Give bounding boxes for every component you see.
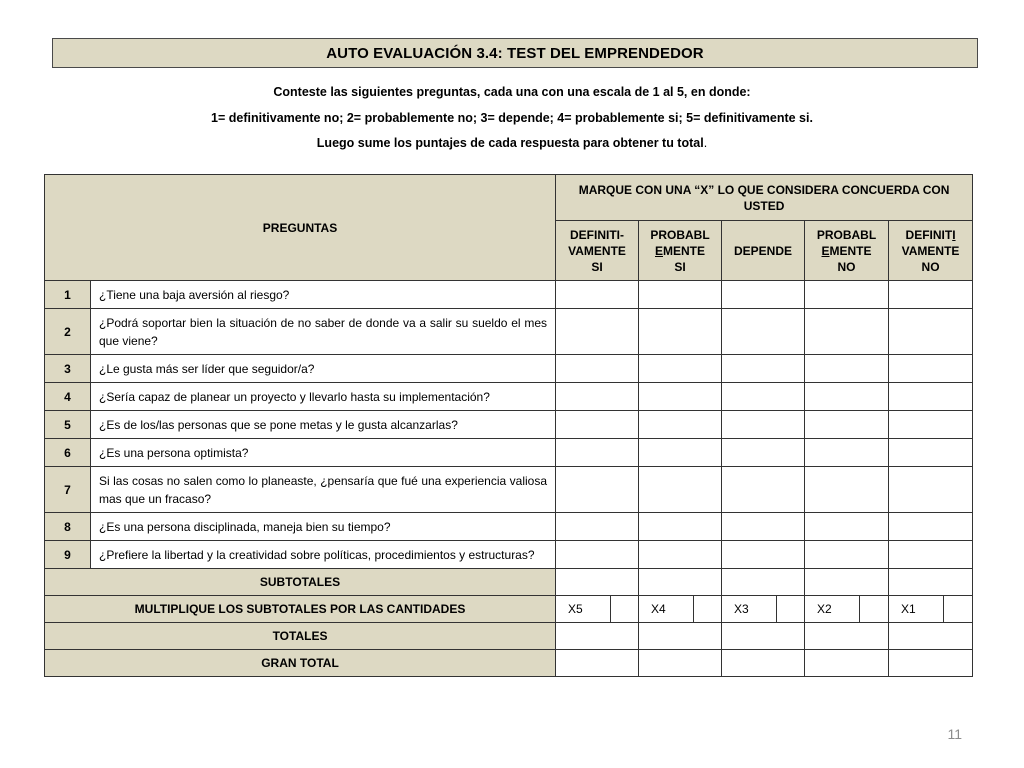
totales-row <box>45 623 973 650</box>
question-number: 7 <box>45 467 91 513</box>
answer-cell-prob-si[interactable] <box>639 355 722 383</box>
answer-cell-depende[interactable] <box>722 467 805 513</box>
answer-cell-def-no[interactable] <box>889 309 973 355</box>
answer-cell-prob-no[interactable] <box>805 411 889 439</box>
table-row <box>45 439 973 467</box>
answer-cell-def-si[interactable] <box>556 355 639 383</box>
answer-cell-depende[interactable] <box>722 309 805 355</box>
answer-cell-prob-no[interactable] <box>805 281 889 309</box>
answer-cell-def-no[interactable] <box>889 411 973 439</box>
table-row <box>45 281 973 309</box>
question-text: ¿Es una persona optimista? <box>91 439 556 467</box>
header-def-si-line3: SI <box>591 259 603 274</box>
header-prob-si-mente: MENTE <box>663 243 706 258</box>
answer-cell-def-no[interactable] <box>889 467 973 513</box>
header-prob-no-line1: PROBABL <box>816 227 877 242</box>
instruction-line-3-period: . <box>703 136 708 150</box>
header-def-si-line2: VAMENTE <box>568 243 626 258</box>
subtotal-cell[interactable] <box>556 569 639 596</box>
header-marque: MARQUE CON UNA “X” LO QUE CONSIDERA CONCUERDA CON USTED <box>556 175 973 221</box>
answer-cell-def-si[interactable] <box>556 467 639 513</box>
header-def-no-line3: NO <box>921 259 940 274</box>
answer-cell-prob-si[interactable] <box>639 467 722 513</box>
subtotal-cell[interactable] <box>639 569 722 596</box>
gran-total-cell[interactable] <box>722 650 805 677</box>
answer-cell-def-no[interactable] <box>889 513 973 541</box>
question-text: ¿Es de los/las personas que se pone metas y le gusta alcanzarlas? <box>91 411 556 439</box>
answer-cell-prob-si[interactable] <box>639 411 722 439</box>
answer-cell-prob-no[interactable] <box>805 513 889 541</box>
answer-cell-prob-no[interactable] <box>805 355 889 383</box>
header-prob-no-line2 <box>805 243 888 259</box>
subtotales-label: SUBTOTALES <box>45 569 556 596</box>
answer-cell-depende[interactable] <box>722 281 805 309</box>
answer-cell-depende[interactable] <box>722 355 805 383</box>
answer-cell-depende[interactable] <box>722 439 805 467</box>
total-cell[interactable] <box>889 623 973 650</box>
answer-cell-depende[interactable] <box>722 513 805 541</box>
answer-cell-prob-no[interactable] <box>805 383 889 411</box>
answer-cell-def-no[interactable] <box>889 439 973 467</box>
answer-cell-def-no[interactable] <box>889 383 973 411</box>
header-prob-si-line3: SI <box>674 259 686 274</box>
subtotal-cell[interactable] <box>722 569 805 596</box>
answer-cell-prob-si[interactable] <box>639 383 722 411</box>
question-number: 6 <box>45 439 91 467</box>
header-prob-si-line2 <box>639 243 721 259</box>
answer-cell-prob-no[interactable] <box>805 467 889 513</box>
multiplied-value-cell[interactable] <box>777 596 804 622</box>
instruction-scale: 1= definitivamente no; 2= probablemente no; 3= depende; 4= probablemente si; 5= definitivamente si. <box>211 111 813 125</box>
answer-cell-def-no[interactable] <box>889 541 973 569</box>
table-row <box>45 383 973 411</box>
total-cell[interactable] <box>805 623 889 650</box>
answer-cell-prob-si[interactable] <box>639 513 722 541</box>
header-probablemente-si <box>639 221 722 281</box>
multiplique-row <box>45 596 973 623</box>
multiplier-label: X2 <box>805 596 860 622</box>
multiplied-value-cell[interactable] <box>944 596 972 622</box>
gran-total-cell[interactable] <box>639 650 722 677</box>
header-def-no-definit: DEFINIT <box>905 227 953 242</box>
answer-cell-depende[interactable] <box>722 411 805 439</box>
multiplier-cell-x4 <box>639 596 722 623</box>
header-def-si-line1: DEFINITI- <box>570 227 625 242</box>
header-def-no-underlined-i: I <box>952 227 956 242</box>
header-depende: DEPENDE <box>722 221 805 281</box>
gran-total-label: GRAN TOTAL <box>45 650 556 677</box>
answer-cell-prob-si[interactable] <box>639 541 722 569</box>
question-number: 8 <box>45 513 91 541</box>
question-text: ¿Es una persona disciplinada, maneja bien su tiempo? <box>91 513 556 541</box>
question-number: 5 <box>45 411 91 439</box>
header-def-no-line1 <box>889 227 972 243</box>
subtotal-cell[interactable] <box>889 569 973 596</box>
answer-cell-depende[interactable] <box>722 541 805 569</box>
gran-total-cell[interactable] <box>556 650 639 677</box>
multiplier-label: X5 <box>556 596 611 622</box>
answer-cell-prob-si[interactable] <box>639 309 722 355</box>
table-row <box>45 355 973 383</box>
question-number: 9 <box>45 541 91 569</box>
question-number: 1 <box>45 281 91 309</box>
multiplier-label: X4 <box>639 596 694 622</box>
multiplier-label: X3 <box>722 596 777 622</box>
total-cell[interactable] <box>722 623 805 650</box>
instruction-line-3 <box>0 136 1024 150</box>
header-definitivamente-si <box>556 221 639 281</box>
answer-cell-prob-no[interactable] <box>805 541 889 569</box>
answer-cell-def-no[interactable] <box>889 355 973 383</box>
instruction-line-1: Conteste las siguientes preguntas, cada una con una escala de 1 al 5, en donde: <box>273 85 751 99</box>
total-cell[interactable] <box>556 623 639 650</box>
multiplier-label: X1 <box>889 596 944 622</box>
answer-cell-def-si[interactable] <box>556 281 639 309</box>
question-number: 4 <box>45 383 91 411</box>
subtotal-cell[interactable] <box>805 569 889 596</box>
header-def-no-line2: VAMENTE <box>901 243 960 258</box>
question-text: ¿Prefiere la libertad y la creatividad sobre políticas, procedimientos y estructuras? <box>91 541 556 569</box>
answer-cell-depende[interactable] <box>722 383 805 411</box>
question-number: 3 <box>45 355 91 383</box>
answer-cell-def-si[interactable] <box>556 439 639 467</box>
subtotales-row <box>45 569 973 596</box>
multiplier-cell-x2 <box>805 596 889 623</box>
header-prob-no-line3: NO <box>837 259 856 274</box>
page-number: 11 <box>947 726 962 742</box>
answer-cell-def-si[interactable] <box>556 309 639 355</box>
question-text: Si las cosas no salen como lo planeaste, ¿pensaría que fué una experiencia valiosa mas que un fracaso? <box>91 467 556 513</box>
question-number: 2 <box>45 309 91 355</box>
table-row <box>45 309 973 355</box>
header-prob-no-mente: MENTE <box>829 243 872 258</box>
multiplied-value-cell[interactable] <box>611 596 638 622</box>
header-prob-si-line1: PROBABL <box>650 227 710 242</box>
question-text: ¿Le gusta más ser líder que seguidor/a? <box>91 355 556 383</box>
answer-cell-prob-si[interactable] <box>639 281 722 309</box>
table-row <box>45 513 973 541</box>
totales-label: TOTALES <box>45 623 556 650</box>
gran-total-cell[interactable] <box>805 650 889 677</box>
answer-cell-def-si[interactable] <box>556 411 639 439</box>
gran-total-cell[interactable] <box>889 650 973 677</box>
answer-cell-prob-no[interactable] <box>805 309 889 355</box>
multiplique-label: MULTIPLIQUE LOS SUBTOTALES POR LAS CANTIDADES <box>45 596 556 623</box>
gran-total-row <box>45 650 973 677</box>
answer-cell-def-si[interactable] <box>556 541 639 569</box>
answer-cell-def-si[interactable] <box>556 513 639 541</box>
answer-cell-def-no[interactable] <box>889 281 973 309</box>
instruction-line-3-text: Luego sume los puntajes de cada respuesta para obtener tu total <box>316 136 704 150</box>
header-definitivamente-no <box>889 221 973 281</box>
total-cell[interactable] <box>639 623 722 650</box>
multiplier-cell-x5 <box>556 596 639 623</box>
header-prob-si-underlined-e: E <box>655 243 664 258</box>
table-row <box>45 411 973 439</box>
multiplier-cell-x3 <box>722 596 805 623</box>
multiplied-value-cell[interactable] <box>694 596 721 622</box>
question-text: ¿Tiene una baja aversión al riesgo? <box>91 281 556 309</box>
answer-cell-prob-si[interactable] <box>639 439 722 467</box>
table-row <box>45 467 973 513</box>
answer-cell-prob-no[interactable] <box>805 439 889 467</box>
header-preguntas: PREGUNTAS <box>45 175 556 281</box>
multiplied-value-cell[interactable] <box>860 596 888 622</box>
questionnaire-table <box>44 174 973 677</box>
question-text: ¿Sería capaz de planear un proyecto y llevarlo hasta su implementación? <box>91 383 556 411</box>
header-prob-no-underlined-e: E <box>821 243 830 258</box>
page-title: AUTO EVALUACIÓN 3.4: TEST DEL EMPRENDEDOR <box>52 38 978 68</box>
table-row <box>45 541 973 569</box>
header-probablemente-no <box>805 221 889 281</box>
answer-cell-def-si[interactable] <box>556 383 639 411</box>
question-text: ¿Podrá soportar bien la situación de no saber de donde va a salir su sueldo el mes que viene? <box>91 309 556 355</box>
multiplier-cell-x1 <box>889 596 973 623</box>
